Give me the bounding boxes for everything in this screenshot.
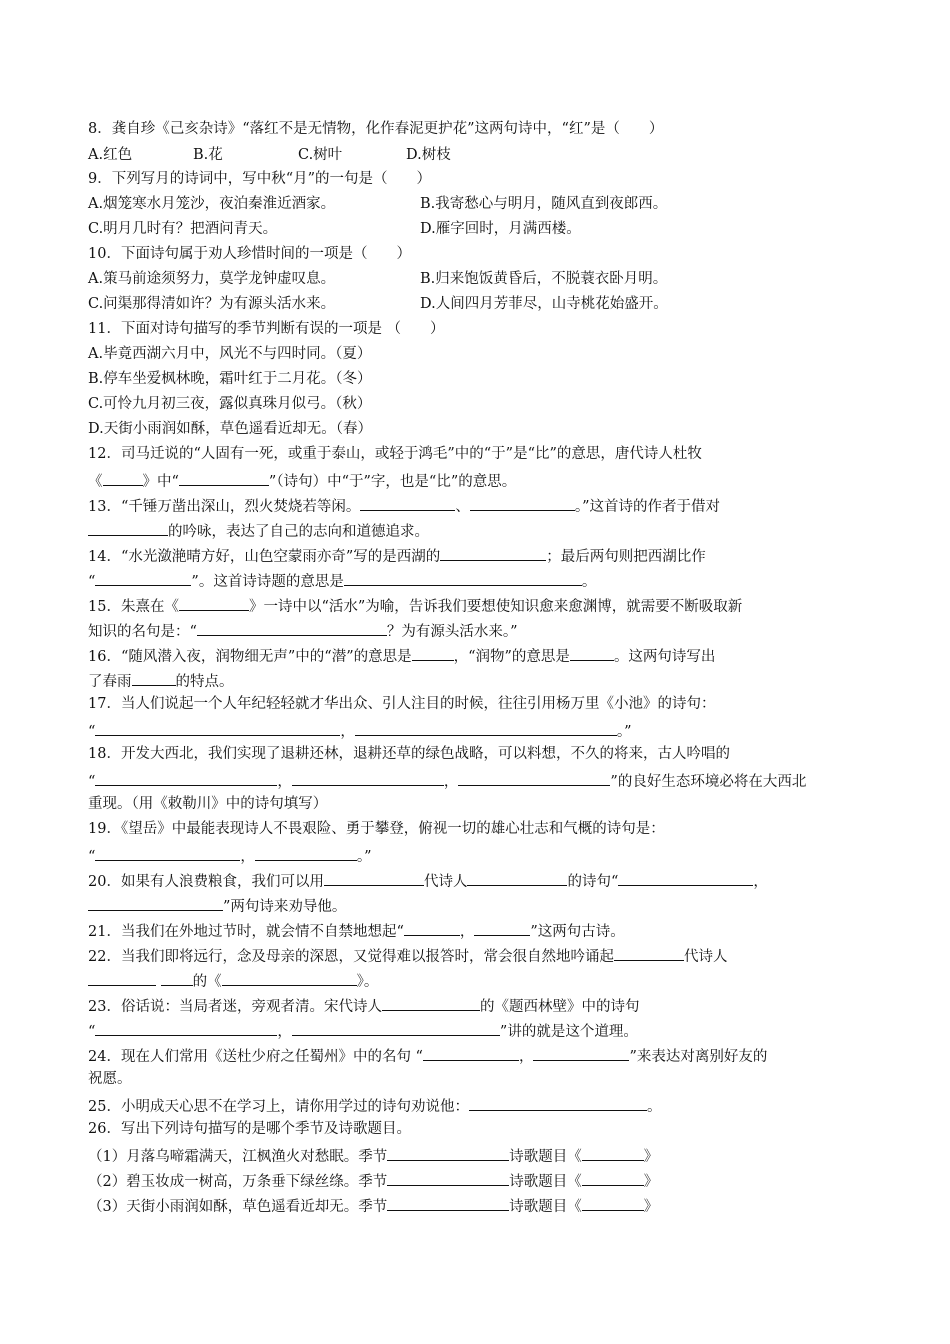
q17-blank-1[interactable] [95, 719, 340, 736]
q18-blank-2[interactable] [292, 769, 444, 786]
q21-blank-1[interactable] [404, 919, 460, 936]
q20-text: ， [753, 874, 768, 890]
q13-blank-2[interactable] [470, 494, 575, 511]
q26-title-blank[interactable] [582, 1169, 644, 1186]
q10-options-row1 [88, 269, 864, 289]
q17-line2 [88, 719, 864, 742]
q20-text: ”两句诗来劝导他。 [223, 899, 347, 915]
q15-line1 [88, 594, 864, 617]
q12-blank-poem[interactable] [103, 469, 143, 486]
q23-text: ， [277, 1024, 292, 1040]
q17-text: ， [340, 724, 355, 740]
q22-text: 》。 [356, 974, 379, 990]
q9-options-row1 [88, 194, 864, 214]
q10-options-row2 [88, 294, 864, 314]
q17-blank-2[interactable] [355, 719, 617, 736]
q16-text: 16．“随风潜入夜，润物细无声”中的“潜”的意思是 [88, 649, 412, 665]
q14-text: ；最后两句则把西湖比作 [546, 549, 706, 565]
q22-line2 [88, 969, 864, 992]
q8-options [88, 145, 864, 165]
q18-blank-3[interactable] [458, 769, 610, 786]
q8-option-b: B.花 [193, 147, 223, 163]
q26-season-blank[interactable] [387, 1169, 509, 1186]
q22-blank-poet-2[interactable] [161, 969, 193, 986]
q24-text: ， [518, 1049, 534, 1065]
q26-title-close: 》 [643, 1149, 659, 1165]
q23-line2 [88, 1019, 864, 1042]
q23-blank-poet[interactable] [382, 994, 480, 1011]
q15-blank-line[interactable] [197, 619, 387, 636]
q14-text: 14．“水光潋滟晴方好，山色空蒙雨亦奇”写的是西湖的 [88, 549, 441, 565]
q20-line2 [88, 894, 864, 917]
q26-item-3 [88, 1194, 864, 1217]
q12-text: ”（诗句）中“于”字，也是“比”的意思。 [268, 474, 517, 490]
q26-title-label: 诗歌题目《 [509, 1149, 582, 1165]
q14-blank-1[interactable] [440, 544, 546, 561]
q24-line1 [88, 1044, 864, 1067]
q18-line3: 重现。（用《敕勒川》中的诗句填写） [88, 796, 328, 812]
q9-option-b: B.我寄愁心与明月，随风直到夜郎西。 [420, 196, 668, 212]
q13-text: 、 [455, 499, 470, 515]
q8-option-d: D.树枝 [406, 147, 451, 163]
q26-verse: （2）碧玉妆成一树高，万条垂下绿丝绦。 [88, 1174, 359, 1190]
q14-blank-3[interactable] [344, 569, 582, 586]
q26-verse: （3）天街小雨润如酥，草色遥看近却无。 [88, 1199, 359, 1215]
q20-text: 代诗人 [423, 874, 468, 890]
q22-blank-poet-1[interactable] [88, 969, 156, 986]
q15-line2 [88, 619, 864, 642]
q26-season-blank[interactable] [387, 1144, 509, 1161]
q24-text: ”来表达对离别好友的 [629, 1049, 768, 1065]
q9-option-a: A.烟笼寒水月笼沙，夜泊秦淮近酒家。 [88, 196, 336, 212]
q13-line2 [88, 519, 864, 542]
q13-text: 。”这首诗的作者于借对 [574, 499, 721, 515]
q8-option-c: C.树叶 [298, 147, 343, 163]
q25-text: 。 [646, 1099, 662, 1115]
q16-text: 的特点。 [175, 674, 234, 690]
q19-text: “ [88, 849, 96, 865]
q18-text: “ [88, 774, 96, 790]
q12-text: 《 [88, 474, 103, 490]
q26-title-close: 》 [643, 1174, 659, 1190]
q21-blank-2[interactable] [474, 919, 530, 936]
q15-blank-poem[interactable] [179, 594, 249, 611]
q16-line2 [88, 669, 864, 692]
q20-line1 [88, 869, 864, 892]
q26-title-blank[interactable] [582, 1144, 644, 1161]
q9-option-d: D.雁字回时，月满西楼。 [420, 221, 581, 237]
q23-line1 [88, 994, 864, 1017]
q21-text: ”这两句古诗。 [530, 924, 625, 940]
q26-title-close: 》 [643, 1199, 659, 1215]
q23-blank-1[interactable] [95, 1019, 277, 1036]
q20-text: 20．如果有人浪费粮食，我们可以用 [88, 874, 324, 890]
q26-season-label: 季节 [358, 1199, 388, 1215]
q16-text: 。这两句诗写出 [613, 649, 716, 665]
q10-stem: 10．下面诗句属于劝人珍惜时间的一项是（ ） [88, 246, 411, 262]
q13-text: 13．“千锤万凿出深山，烈火焚烧若等闲。 [88, 499, 361, 515]
q18-blank-1[interactable] [95, 769, 277, 786]
q21-text: 21．当我们在外地过节时，就会情不自禁地想起“ [88, 924, 404, 940]
q20-blank-poet[interactable] [467, 869, 567, 886]
q24-blank-2[interactable] [533, 1044, 629, 1061]
q16-text: 了春雨 [88, 674, 132, 690]
q20-blank-line1[interactable] [618, 869, 753, 886]
q17-text: “ [88, 724, 96, 740]
q20-blank-dynasty[interactable] [324, 869, 424, 886]
q14-blank-2[interactable] [95, 569, 191, 586]
q11-option-b: B.停车坐爱枫林晚，霜叶红于二月花。（冬） [88, 371, 372, 387]
q14-text: 。 [581, 574, 597, 590]
q26-title-blank[interactable] [582, 1194, 644, 1211]
q24-line2: 祝愿。 [88, 1071, 132, 1087]
q26-title-label: 诗歌题目《 [509, 1199, 582, 1215]
q14-text: “ [88, 574, 96, 590]
q26-season-label: 季节 [358, 1174, 388, 1190]
q23-text: 的《题西林壁》中的诗句 [479, 999, 640, 1015]
q18-text: ”的良好生态环境必将在大西北 [610, 774, 807, 790]
q15-text: 》一诗中以“活水”为喻，告诉我们要想使知识愈来愈渊博，就需要不断吸取新 [248, 599, 743, 615]
q12-line2 [88, 469, 864, 492]
q13-blank-1[interactable] [360, 494, 455, 511]
q16-line1 [88, 644, 864, 667]
q19-blank-2[interactable] [255, 844, 357, 861]
q23-text: ”讲的就是这个道理。 [499, 1024, 638, 1040]
q14-line2 [88, 569, 864, 592]
q22-text: 代诗人 [683, 949, 728, 965]
q17-text: 。” [616, 724, 632, 740]
q18-line2 [88, 769, 864, 792]
q12-text: 》中“ [142, 474, 179, 490]
q10-option-d: D.人间四月芳菲尽，山寺桃花始盛开。 [420, 296, 668, 312]
q26-item-1 [88, 1144, 864, 1167]
q15-text: 知识的名句是：“ [88, 624, 197, 640]
q16-blank-1[interactable] [412, 644, 454, 661]
q16-text: ，“润物”的意思是 [453, 649, 570, 665]
q9-option-c: C.明月几时有？把酒问青天。 [88, 221, 278, 237]
q25-text: 25．小明成天心思不在学习上，请你用学过的诗句劝说他： [88, 1099, 469, 1115]
q22-line1 [88, 944, 864, 967]
q20-blank-line2[interactable] [88, 894, 223, 911]
q25-line [88, 1094, 864, 1117]
q9-stem: 9．下列写月的诗词中，写中秋“月”的一句是（ ） [88, 171, 432, 187]
q12-line1: 12．司马迁说的“人固有一死，或重于泰山，或轻于鸿毛”中的“于”是“比”的意思，唐代诗人杜牧 [88, 446, 702, 462]
q13-text: 的吟咏，表达了自己的志向和道德追求。 [168, 524, 429, 540]
q24-blank-1[interactable] [423, 1044, 519, 1061]
q24-text: 24．现在人们常用《送杜少府之任蜀州》中的名句 “ [88, 1049, 423, 1065]
q26-season-label: 季节 [358, 1149, 388, 1165]
q19-blank-1[interactable] [95, 844, 240, 861]
q26-title-label: 诗歌题目《 [509, 1174, 582, 1190]
q26-verse: （1）月落乌啼霜满天，江枫渔火对愁眠。 [88, 1149, 359, 1165]
q15-text: 15．朱熹在《 [88, 599, 179, 615]
q14-text: ”。这首诗诗题的意思是 [191, 574, 344, 590]
q23-text: 23．俗话说：当局者迷，旁观者清。宋代诗人 [88, 999, 382, 1015]
q11-option-a: A.毕竟西湖六月中，风光不与四时同。（夏） [88, 346, 372, 362]
q13-line1 [88, 494, 864, 517]
q12-blank-line[interactable] [179, 469, 269, 486]
q19-text: 。” [356, 849, 372, 865]
q8-stem: 8．龚自珍《己亥杂诗》“落红不是无情物，化作春泥更护花”这两句诗中，“红”是（ ） [88, 121, 664, 137]
q13-blank-object[interactable] [88, 519, 168, 536]
q17-line1: 17．当人们说起一个人年纪轻轻就才华出众、引人注目的时候，往往引用杨万里《小池》的诗句： [88, 696, 716, 712]
q23-text: “ [88, 1024, 96, 1040]
q11-option-d: D.天街小雨润如酥，草色遥看近却无。（春） [88, 421, 372, 437]
q22-text: 22．当我们即将远行，念及母亲的深恩，又觉得难以报答时，常会很自然地吟诵起 [88, 949, 614, 965]
q18-line1: 18．开发大西北，我们实现了退耕还林，退耕还草的绿色战略，可以料想，不久的将来，古人吟唱的 [88, 746, 730, 762]
q19-line1: 19．《望岳》中最能表现诗人不畏艰险、勇于攀登，俯视一切的雄心壮志和气概的诗句是： [88, 821, 665, 837]
q8-option-a: A.红色 [88, 147, 133, 163]
q26-item-2 [88, 1169, 864, 1192]
q10-option-b: B.归来饱饭黄昏后，不脱蓑衣卧月明。 [420, 271, 668, 287]
q11-option-c: C.可怜九月初三夜，露似真珠月似弓。（秋） [88, 396, 372, 412]
q10-option-a: A.策马前途须努力，莫学龙钟虚叹息。 [88, 271, 336, 287]
q18-text: ， [443, 774, 459, 790]
q23-blank-2[interactable] [292, 1019, 500, 1036]
q15-text: ？为有源头活水来。” [386, 624, 518, 640]
q26-season-blank[interactable] [387, 1194, 509, 1211]
q22-blank-poem[interactable] [222, 969, 357, 986]
q16-blank-3[interactable] [132, 669, 176, 686]
q22-blank-dynasty[interactable] [614, 944, 684, 961]
q21-text: ， [459, 924, 475, 940]
q22-text: 的《 [192, 974, 222, 990]
q21-line [88, 919, 864, 942]
q18-text: ， [277, 774, 292, 790]
q26-stem: 26．写出下列诗句描写的是哪个季节及诗歌题目。 [88, 1121, 411, 1137]
q11-stem: 11．下面对诗句描写的季节判断有误的一项是 （ ） [88, 321, 445, 337]
q19-text: ， [240, 849, 255, 865]
q25-blank[interactable] [469, 1094, 647, 1111]
q20-text: 的诗句“ [567, 874, 619, 890]
q10-option-c: C.问渠那得清如许？为有源头活水来。 [88, 296, 336, 312]
q19-line2 [88, 844, 864, 867]
q16-blank-2[interactable] [570, 644, 614, 661]
q9-options-row2 [88, 219, 864, 239]
q14-line1 [88, 544, 864, 567]
